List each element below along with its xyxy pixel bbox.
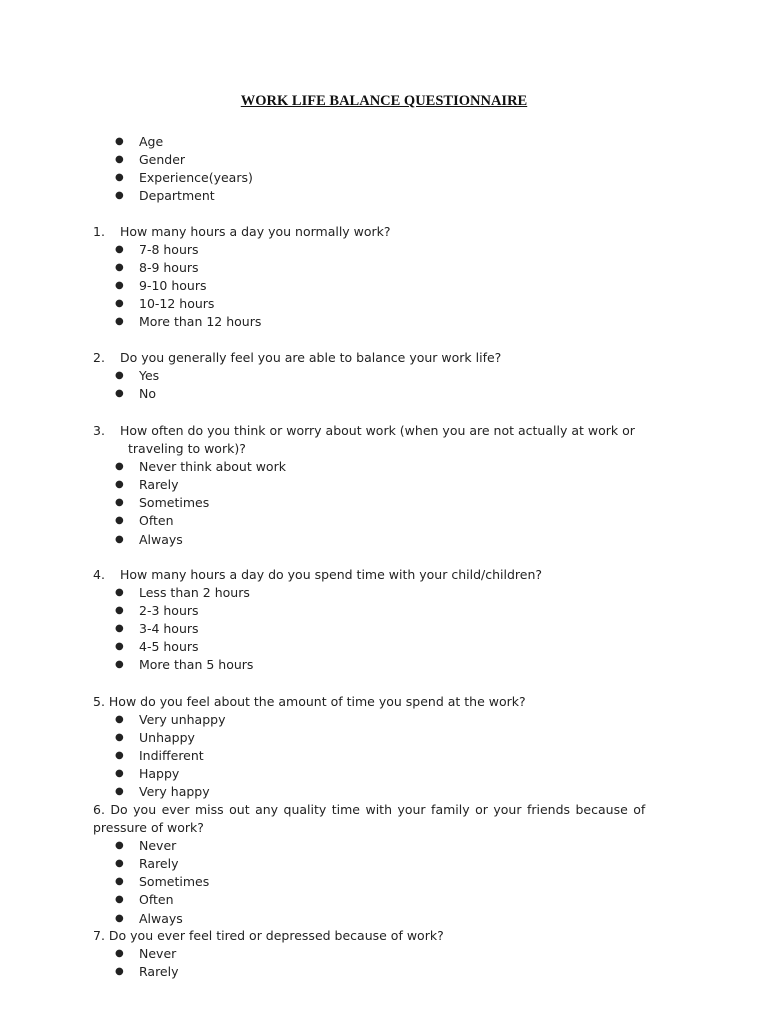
bullet-icon: ● — [115, 515, 124, 527]
bullet-icon: ● — [115, 388, 124, 400]
bullet-icon: ● — [115, 858, 124, 870]
bullet-icon: ● — [115, 280, 124, 292]
document-title: WORK LIFE BALANCE QUESTIONNAIRE — [240, 93, 528, 109]
bullet-icon: ● — [115, 912, 124, 924]
bullet-icon: ● — [115, 623, 124, 635]
bullet-icon: ● — [115, 479, 124, 491]
question-6 — [0, 801, 768, 928]
list-item: ● Rarely — [0, 476, 768, 494]
bullet-icon: ● — [115, 840, 124, 852]
list-item: ● Very unhappy — [0, 711, 768, 729]
list-item: ● More than 5 hours — [0, 656, 768, 674]
bullet-icon: ● — [115, 190, 124, 202]
list-item: ● Rarely — [0, 963, 768, 981]
bullet-icon: ● — [115, 714, 124, 726]
question-1 — [0, 223, 768, 332]
list-item: ● Yes — [0, 367, 768, 385]
bullet-icon: ● — [115, 750, 124, 762]
list-item: ● More than 12 hours — [0, 313, 768, 331]
bullet-icon: ● — [115, 461, 124, 473]
list-item: ● No — [0, 385, 768, 403]
bullet-icon: ● — [115, 732, 124, 744]
list-item: ● Experience(years) — [0, 169, 768, 187]
bullet-icon: ● — [115, 497, 124, 509]
list-item: ● Happy — [0, 765, 768, 783]
list-item: ● Always — [0, 910, 768, 928]
list-item: ● Sometimes — [0, 494, 768, 512]
list-item: ● Less than 2 hours — [0, 584, 768, 602]
bullet-icon: ● — [115, 370, 124, 382]
bullet-icon: ● — [115, 262, 124, 274]
list-item: ● Department — [0, 187, 768, 205]
bullet-icon: ● — [115, 768, 124, 780]
bullet-icon: ● — [115, 966, 124, 978]
list-item: ● 4-5 hours — [0, 638, 768, 656]
list-item: ● Age — [0, 133, 768, 151]
list-item: ● 8-9 hours — [0, 259, 768, 277]
list-item: ● Never — [0, 837, 768, 855]
bullet-icon: ● — [115, 948, 124, 960]
bullet-icon: ● — [115, 605, 124, 617]
question-text: 4. How many hours a day do you spend time with your child/children? — [93, 567, 543, 582]
question-text: 5. How do you feel about the amount of time you spend at the work? — [93, 694, 526, 709]
list-item: ● Never think about work — [0, 458, 768, 476]
list-item: ● Never — [0, 945, 768, 963]
list-item: ● Sometimes — [0, 873, 768, 891]
list-item: ● Very happy — [0, 783, 768, 801]
question-2 — [0, 349, 768, 403]
bullet-icon: ● — [115, 298, 124, 310]
question-text: 6. Do you ever miss out any quality time with your family or your friends because of — [93, 802, 646, 817]
bullet-icon: ● — [115, 786, 124, 798]
bullet-icon: ● — [115, 587, 124, 599]
bullet-icon: ● — [115, 172, 124, 184]
list-item: ● Often — [0, 512, 768, 530]
list-item: ● Rarely — [0, 855, 768, 873]
list-item: ● 7-8 hours — [0, 241, 768, 259]
list-item: ● 9-10 hours — [0, 277, 768, 295]
question-text-continued: traveling to work)? — [128, 441, 246, 457]
bullet-icon: ● — [115, 894, 124, 906]
list-item: ● 2-3 hours — [0, 602, 768, 620]
question-text-continued: pressure of work? — [93, 820, 204, 836]
list-item: ● Often — [0, 891, 768, 909]
question-text: 2. Do you generally feel you are able to balance your work life? — [93, 350, 502, 365]
question-3 — [0, 422, 768, 549]
bullet-icon: ● — [115, 533, 124, 545]
list-item: ● Unhappy — [0, 729, 768, 747]
bullet-icon: ● — [115, 244, 124, 256]
bullet-icon: ● — [115, 641, 124, 653]
list-item: ● Always — [0, 531, 768, 549]
question-text: 7. Do you ever feel tired or depressed because of work? — [93, 928, 444, 943]
bullet-icon: ● — [115, 316, 124, 328]
bullet-icon: ● — [115, 659, 124, 671]
bullet-icon: ● — [115, 136, 124, 147]
list-item: ● Indifferent — [0, 747, 768, 765]
list-item: ● Gender — [0, 151, 768, 169]
question-5 — [0, 693, 768, 802]
question-text: 1. How many hours a day you normally work? — [93, 224, 391, 239]
bullet-icon: ● — [115, 876, 124, 888]
bullet-icon: ● — [115, 154, 124, 166]
question-7 — [0, 927, 768, 981]
demographics-list — [0, 133, 768, 205]
question-text: 3. How often do you think or worry about work (when you are not actually at work or — [93, 423, 635, 438]
question-4 — [0, 566, 768, 675]
list-item: ● 10-12 hours — [0, 295, 768, 313]
list-item: ● 3-4 hours — [0, 620, 768, 638]
